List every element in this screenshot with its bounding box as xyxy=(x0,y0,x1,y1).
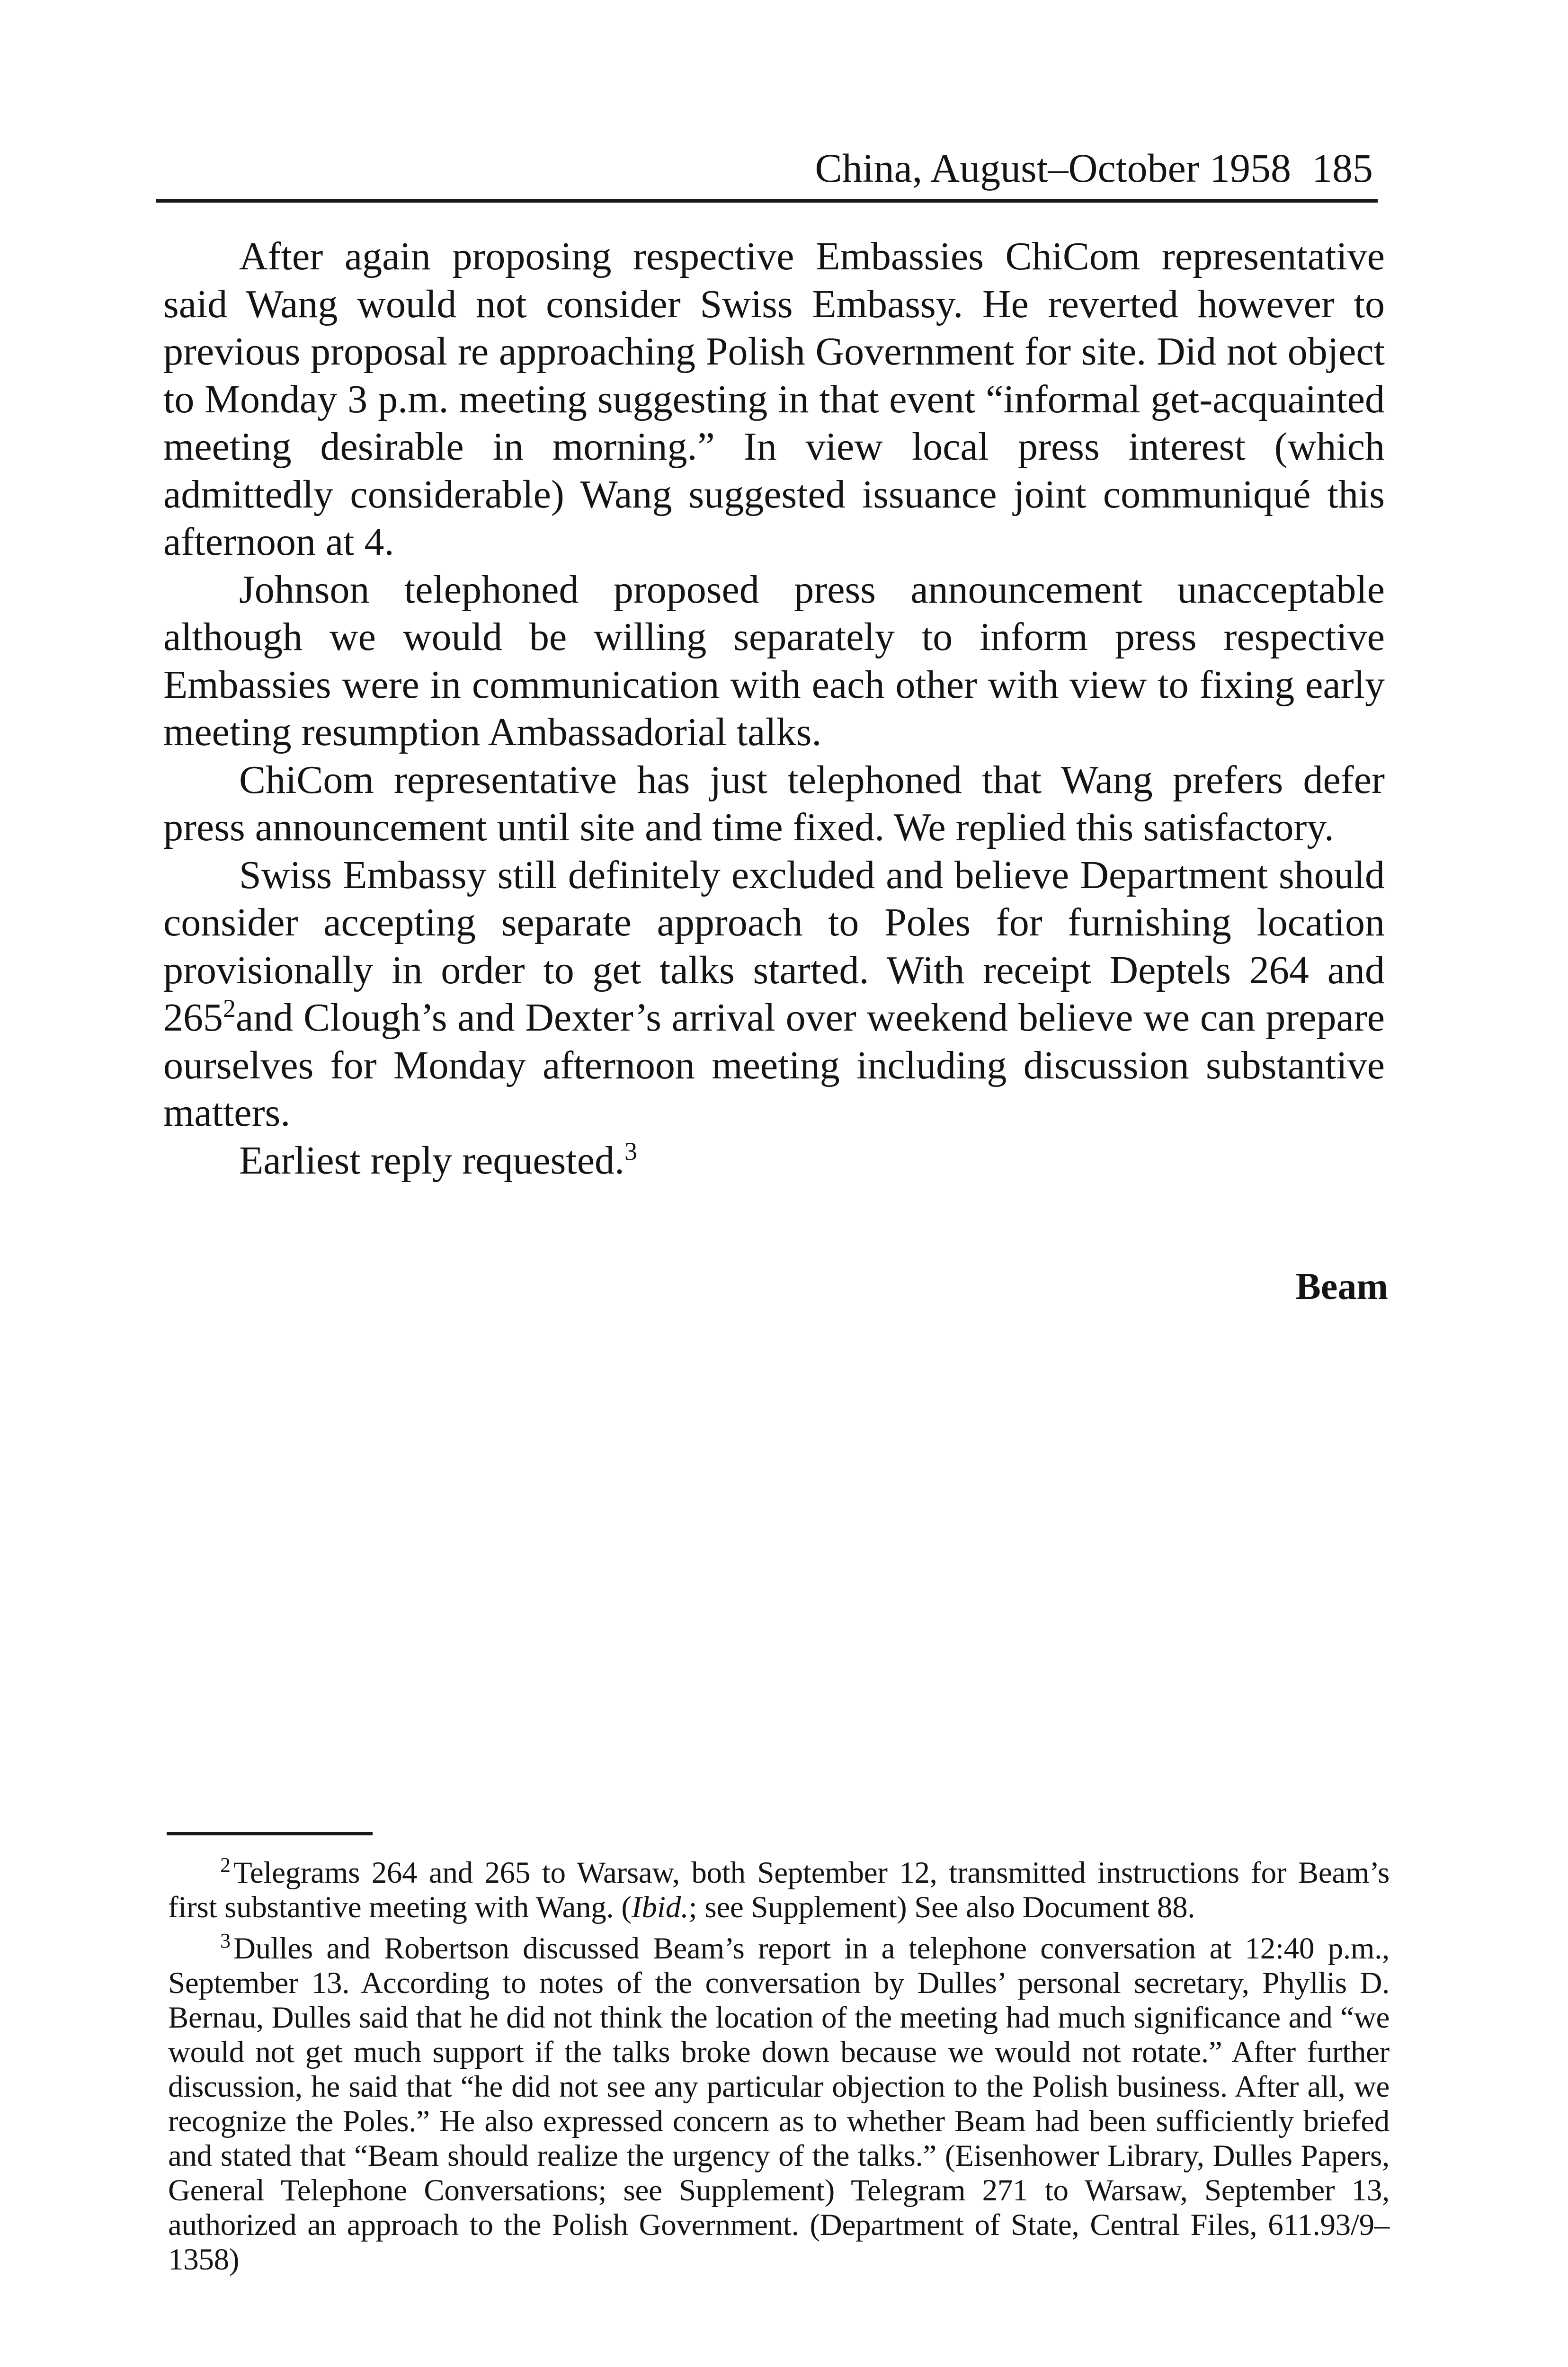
footnote-2-ibid: Ibid. xyxy=(631,1890,689,1924)
footnote-2 xyxy=(168,1853,1390,1925)
body-paragraph-2: Johnson telephoned proposed press announcement unacceptable although we would be willing separately to inform press respective Embassies were in communication with each other with view to fixing early meeting resumption Ambassadorial talks. xyxy=(163,567,1385,754)
footnotes xyxy=(168,1853,1390,2284)
footnote-3 xyxy=(168,1931,1390,2277)
footnote-reference-2: 2 xyxy=(223,994,236,1023)
body-paragraph-1: After again proposing respective Embassies ChiCom representative said Wang would not consider Swiss Embassy. He reverted however to previous proposal re approaching Polish Government for site. Did not object to Monday 3 p.m. meeting suggesting in that event “informal get-acquainted meeting desirable in morning.” In view local press interest (which admittedly considerable) Wang suggested issuance joint communiqué this afternoon at 4. xyxy=(163,234,1385,564)
body-paragraph-5 xyxy=(163,1137,1385,1185)
signature: Beam xyxy=(1295,1266,1388,1308)
footnote-2-text-before: Telegrams 264 and 265 to Warsaw, both September 12, transmitted instructions for Beam’s first substantive meeting with Wang. ( xyxy=(168,1856,1390,1924)
body-paragraph-4 xyxy=(163,852,1385,1137)
footnote-reference-3: 3 xyxy=(624,1137,637,1166)
running-header-text xyxy=(815,142,1373,194)
footnote-separator xyxy=(167,1832,373,1835)
body-paragraph-4-text-after: and Clough’s and Dexter’s arrival over weekend believe we can prepare ourselves for Monday afternoon meeting including discussion substantive matters. xyxy=(163,996,1385,1135)
footnote-2-text-after: ; see Supplement) See also Document 88. xyxy=(688,1890,1195,1924)
running-header-title: China, August–October 1958 xyxy=(815,145,1291,191)
running-header xyxy=(156,142,1378,203)
footnote-3-number: 3 xyxy=(220,1929,231,1953)
footnote-2-number: 2 xyxy=(220,1853,231,1877)
body-paragraph-5-text: Earliest reply requested. xyxy=(239,1138,624,1183)
page-number: 185 xyxy=(1312,145,1373,191)
document-body xyxy=(163,233,1385,1184)
body-paragraph-3: ChiCom representative has just telephoned that Wang prefers defer press announcement until site and time fixed. We replied this satisfactory. xyxy=(163,757,1385,849)
footnote-3-text: Dulles and Robertson discussed Beam’s report in a telephone conversation at 12:40 p.m., September 13. According to notes of the conversation by Dulles’ personal secretary, Phyllis D. Bernau, Dulles said that he did not think the location of the meeting had much significance and “we would not get much support if the talks broke down because we would not rotate.” After further discussion, he said that “he did not see any particular objection to the Polish business. After all, we recognize the Poles.” He also expressed concern as to whether Beam had been sufficiently briefed and stated that “Beam should realize the urgency of the talks.” (Eisenhower Library, Dulles Papers, General Telephone Conversations; see Supplement) Telegram 271 to Warsaw, September 13, authorized an approach to the Polish Government. (Department of State, Central Files, 611.93/9–1358) xyxy=(168,1931,1390,2277)
body-paragraph-4-text-before: Swiss Embassy still definitely excluded and believe Department should consider accepting separate approach to Poles for furnishing location provisionally in order to get talks started. With receipt Deptels 264 and 265 xyxy=(163,853,1385,1040)
